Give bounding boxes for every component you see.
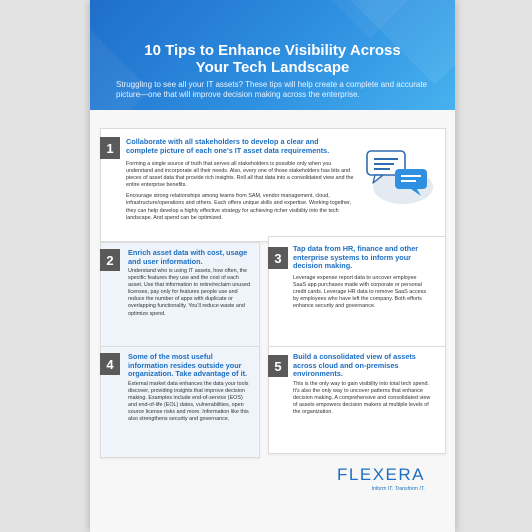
tip-number-badge: 2	[100, 249, 120, 271]
chat-bubbles-icon	[363, 145, 435, 207]
tip-paragraph: Forming a single source of truth that serves all stakeholders is possible only when you understand and incorporate all their needs. Also, every one of those stakeholders has bits and pieces of asset data that provide rich insights. Roll all that data into a consolidated view and the entire enterprise benefits.	[126, 161, 354, 189]
tip-body	[293, 381, 431, 420]
tip-heading: Some of the most useful information resides outside your organization. Take advantage of it.	[128, 352, 248, 379]
document-page	[90, 0, 455, 532]
header-banner	[90, 0, 455, 110]
flexera-logo	[337, 465, 425, 492]
tip-card-4	[100, 346, 260, 458]
tip-number-badge: 5	[268, 355, 288, 377]
tip-body	[293, 275, 431, 314]
tip-paragraph: External market data enhances the data your tools discover, providing insights that improve decision making. Examples include end-of-service (EOS) and end-of-life (EOL) dates, vulnerabilities, open source license risks and more. Information like this also strengthens security and governance.	[128, 381, 249, 423]
tip-body	[128, 268, 250, 322]
tip-card-1	[100, 128, 446, 242]
tip-card-2	[100, 242, 260, 354]
page-title	[90, 42, 455, 76]
tip-paragraph: Encourage strong relationships among teams from SAM, vendor management, cloud, infrastructure/operations and others. Each offers unique skills and expertise. Working together, they can help develop a highly effective strategy for achieving richer visibility into the tech landscape. And spend can be optimized.	[126, 193, 352, 221]
title-line-2: Your Tech Landscape	[195, 59, 350, 76]
tip-card-3	[268, 236, 446, 350]
tip-paragraph: Understand who is using IT assets, how often, the specific features they use and the cost of each asset. Use that information to retire/reclaim unused licenses, pay only for features people use and reduce the number of apps with duplicate or overlapping functionality. You'll reduce waste and optimize spend.	[128, 268, 250, 317]
title-line-1: 10 Tips to Enhance Visibility Across	[144, 42, 401, 59]
tip-heading: Build a consolidated view of assets across cloud and on-premises environments.	[293, 352, 416, 379]
page-subtitle: Struggling to see all your IT assets? These tips will help create a complete and accurate picture—one that will improve decision making across the enterprise.	[116, 80, 427, 99]
tip-paragraph: Leverage expense report data to uncover employee SaaS app purchases made with corporate or personal credit cards. Leverage HR data to remove SaaS access by employees who have left the company. Both efforts enhance security and governance.	[293, 275, 427, 310]
tip-number-badge: 4	[100, 353, 120, 375]
tip-card-5	[268, 346, 446, 454]
tip-number-badge: 1	[100, 137, 120, 159]
tip-body	[128, 381, 250, 428]
tip-heading: Collaborate with all stakeholders to develop a clear and complete picture of each one's IT asset data requirements.	[126, 137, 330, 155]
tip-body	[126, 161, 358, 226]
tip-paragraph: This is the only way to gain visibility into total tech spend. It's also the only way to uncover patterns that enhance decision making. A comprehensive and consolidated view of assets empowers decision makers at multiple levels of the organization.	[293, 381, 431, 416]
tip-heading: Enrich asset data with cost, usage and user information.	[128, 248, 248, 266]
tip-number-badge: 3	[268, 247, 288, 269]
logo-wordmark: FLEXERA	[337, 465, 425, 484]
tip-heading: Tap data from HR, finance and other enterprise systems to inform your decision making.	[293, 244, 419, 271]
logo-tagline: Inform IT. Transform IT.	[371, 486, 425, 492]
